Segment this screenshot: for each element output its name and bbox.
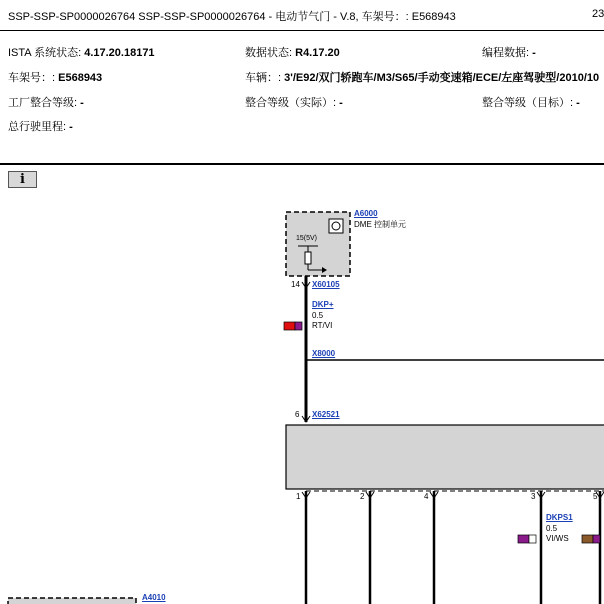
pin-label-1: 1 <box>296 492 301 501</box>
pin-label-3: 3 <box>531 492 536 501</box>
document-title: SSP-SSP-SP0000026764 SSP-SSP-SP0000026764 - 电动节气门 - V.8, 车架号：: E568943 <box>8 11 456 23</box>
programming-data-value: - <box>532 47 536 59</box>
page-number: 23 <box>592 8 604 20</box>
data-status-label: 数据状态: <box>245 47 296 59</box>
a4010-module-box <box>8 598 136 604</box>
programming-data-label: 编程数据: <box>482 47 533 59</box>
wire-color-red <box>284 322 295 330</box>
supply-label: 15(5V) <box>296 235 318 242</box>
vin-label: 车架号：: <box>8 72 59 84</box>
total-mileage-label: 总行驶里程: <box>8 121 70 133</box>
wire-dkps1-color: VI/WS <box>546 534 569 543</box>
pin-6-label: 6 <box>295 410 300 419</box>
vehicle-label: 车辆：: <box>245 72 285 84</box>
module-a4010-link[interactable]: A4010 <box>142 593 166 602</box>
wire-color-violet <box>295 322 302 330</box>
target-integration-label: 整合等级（目标）: <box>482 97 577 109</box>
wire-color-violet-2 <box>518 535 529 543</box>
total-mileage-value: - <box>69 121 73 133</box>
wire-dkps1-link[interactable]: DKPS1 <box>546 513 573 522</box>
pin-14-label: 14 <box>291 280 300 289</box>
connector-x60105-link[interactable]: X60105 <box>312 280 340 289</box>
pin-label-2: 2 <box>360 492 365 501</box>
factory-integration-label: 工厂整合等级: <box>8 97 81 109</box>
wire-dkp-plus-color: RT/VI <box>312 321 333 330</box>
ista-status-value: 4.17.20.18171 <box>84 47 155 59</box>
wire-dkp-plus-size: 0.5 <box>312 311 324 320</box>
factory-integration-value: - <box>80 97 84 109</box>
wire-color-violet-3 <box>593 535 600 543</box>
pin-label-4: 4 <box>424 492 429 501</box>
module-icon <box>329 219 343 233</box>
pin-label-5: 5 <box>593 492 598 501</box>
resistor-symbol <box>305 252 311 264</box>
vin-value: E568943 <box>58 72 103 84</box>
wire-color-white <box>529 535 536 543</box>
wire-color-brown <box>582 535 593 543</box>
actual-integration-value: - <box>339 97 343 109</box>
wire-dkps1-size: 0.5 <box>546 524 558 533</box>
data-status-value: R4.17.20 <box>295 47 340 59</box>
target-integration-value: - <box>576 97 580 109</box>
connector-x62521-link[interactable]: X62521 <box>312 410 340 419</box>
vehicle-value: 3'/E92/双门轿跑车/M3/S65/手动变速箱/ECE/左座驾驶型/2010/10 <box>284 72 600 84</box>
module-a6000-name: DME 控制单元 <box>354 220 406 229</box>
module-a6000-link[interactable]: A6000 <box>354 209 378 218</box>
connector-block-x62521 <box>286 425 604 489</box>
actual-integration-label: 整合等级（实际）: <box>245 97 340 109</box>
info-button[interactable]: i <box>8 171 37 188</box>
ista-status-label: ISTA 系统状态: <box>8 47 85 59</box>
wire-dkp-plus-link[interactable]: DKP+ <box>312 300 334 309</box>
connector-x8000-link[interactable]: X8000 <box>312 349 336 358</box>
